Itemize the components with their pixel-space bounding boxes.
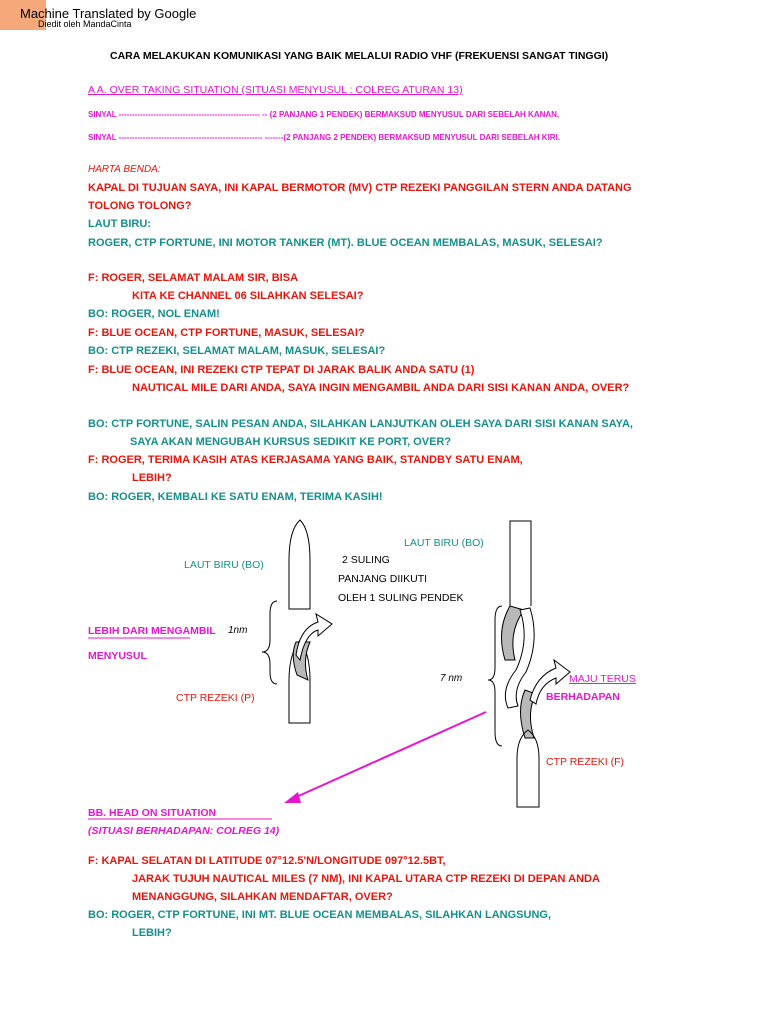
ship-bo-left <box>289 520 310 609</box>
dialog-line: KAPAL DI TUJUAN SAYA, INI KAPAL BERMOTOR (MV) CTP REZEKI PANGGILAN STERN ANDA DATANG <box>88 182 632 194</box>
dialog-line: F: ROGER, SELAMAT MALAM SIR, BISA <box>88 272 299 284</box>
dialog-line: F: BLUE OCEAN, CTP FORTUNE, MASUK, SELESAI? <box>88 327 365 339</box>
dialog-line: LEBIH? <box>132 472 172 484</box>
dialog-line: JARAK TUJUH NAUTICAL MILES (7 NM), INI KAPAL UTARA CTP REZEKI DI DEPAN ANDA <box>132 873 600 885</box>
label-lebih-dari: LEBIH DARI MENGAMBIL <box>88 625 216 637</box>
dialog-line: MENANGGUNG, SILAHKAN MENDAFTAR, OVER? <box>132 891 393 903</box>
label-ctp-rezeki-f: CTP REZEKI (F) <box>546 756 624 768</box>
dialog-line: BO: ROGER, CTP FORTUNE, INI MT. BLUE OCEAN MEMBALAS, SILAHKAN LANGSUNG, <box>88 909 552 921</box>
page-title: CARA MELAKUKAN KOMUNIKASI YANG BAIK MELALUI RADIO VHF (FREKUENSI SANGAT TINGGI) <box>110 50 609 62</box>
section-b-subtitle: (SITUASI BERHADAPAN: COLREG 14) <box>88 825 280 837</box>
distance-brace-right <box>488 606 502 746</box>
section-b-heading: BB. HEAD ON SITUATION <box>88 807 217 819</box>
label-suling-2: PANJANG DIIKUTI <box>338 573 428 585</box>
track-right-top <box>501 606 524 660</box>
dialog-line: NAUTICAL MILE DARI ANDA, SAYA INGIN MENGAMBIL ANDA DARI SISI KANAN ANDA, OVER? <box>132 382 630 394</box>
dialog-line: SAYA AKAN MENGUBAH KURSUS SEDIKIT KE PORT, OVER? <box>130 436 452 448</box>
dialog-line: BO: CTP FORTUNE, SALIN PESAN ANDA, SILAHKAN LANJUTKAN OLEH SAYA DARI SISI KANAN SAYA, <box>88 418 633 430</box>
label-1nm: 1nm <box>228 625 248 636</box>
label-menyusul: MENYUSUL <box>88 650 147 662</box>
signal-line-2: SINYAL ------------------------------------------------------ -------(2 PANJANG 2 PENDEK) BERMAKSUD MENYUSUL DARI SEBELAH KIRI. <box>88 133 561 142</box>
dialog-line: LEBIH? <box>132 927 172 939</box>
label-ctp-rezeki-p: CTP REZEKI (P) <box>176 692 255 704</box>
harta-label: HARTA BENDA: <box>88 164 161 175</box>
label-maju-terus: MAJU TERUS <box>569 673 636 685</box>
dialog-line: F: KAPAL SELATAN DI LATITUDE 07°12.5'N/LONGITUDE 097°12.5BT, <box>88 855 446 867</box>
edited-by-label: Diedit oleh MandaCinta <box>38 19 132 29</box>
dialog-line: TOLONG TOLONG? <box>88 200 192 212</box>
label-suling-1: 2 SULING <box>342 554 390 566</box>
pointer-arrow-head <box>284 792 301 803</box>
dialog-line: F: ROGER, TERIMA KASIH ATAS KERJASAMA YANG BAIK, STANDBY SATU ENAM, <box>88 454 523 466</box>
pointer-arrow-line <box>294 712 486 798</box>
label-berhadapan: BERHADAPAN <box>546 691 620 703</box>
dialog-line: BO: CTP REZEKI, SELAMAT MALAM, MASUK, SELESAI? <box>88 345 386 357</box>
label-laut-biru-right: LAUT BIRU (BO) <box>404 537 484 549</box>
ship-bo-right <box>510 521 531 606</box>
dialog-line: BO: ROGER, NOL ENAM! <box>88 308 220 320</box>
dialog-line: LAUT BIRU: <box>88 218 151 230</box>
section-a-heading: A A. OVER TAKING SITUATION (SITUASI MENYUSUL : COLREG ATURAN 13) <box>88 84 463 96</box>
ship-f-right <box>517 730 539 807</box>
distance-brace-left <box>262 601 277 684</box>
dialog-line: F: BLUE OCEAN, INI REZEKI CTP TEPAT DI JARAK BALIK ANDA SATU (1) <box>88 364 475 376</box>
label-7nm: 7 nm <box>440 673 463 684</box>
turn-arrow-left <box>296 614 332 660</box>
signal-line-1: SINYAL ----------------------------------------------------- -- (2 PANJANG 1 PENDEK) BERMAKSUD MENYUSUL DARI SEBELAH KANAN, <box>88 110 560 119</box>
machine-translated-label: Machine Translated by Google <box>20 6 197 21</box>
dialog-line: ROGER, CTP FORTUNE, INI MOTOR TANKER (MT). BLUE OCEAN MEMBALAS, MASUK, SELESAI? <box>88 237 603 249</box>
label-laut-biru-left: LAUT BIRU (BO) <box>184 559 264 571</box>
dialog-line: BO: ROGER, KEMBALI KE SATU ENAM, TERIMA KASIH! <box>88 491 383 503</box>
dialog-line: KITA KE CHANNEL 06 SILAHKAN SELESAI? <box>132 290 364 302</box>
label-suling-3: OLEH 1 SULING PENDEK <box>338 592 464 604</box>
